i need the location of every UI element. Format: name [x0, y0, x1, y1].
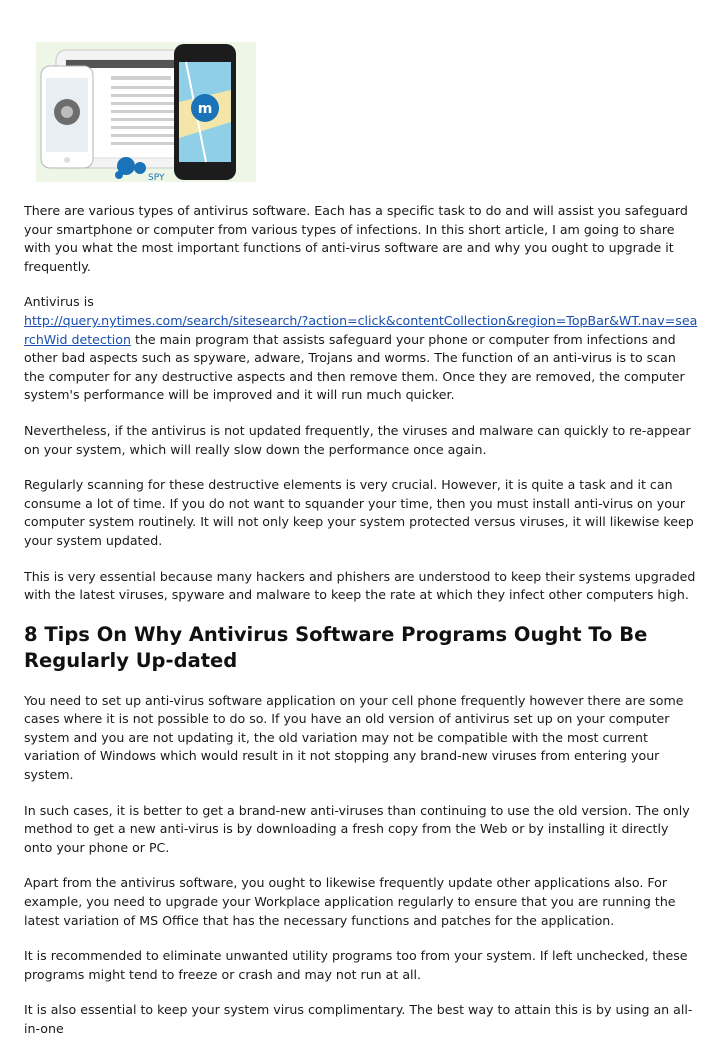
paragraph-brand-new: In such cases, it is better to get a brand-new anti-viruses than continuing to use the old version. The only method to get a new anti-virus is by downloading a fresh copy from the Web or by installing it directly onto your phone or PC.: [24, 802, 690, 855]
intro-paragraph: There are various types of antivirus software. Each has a specific task to do and will assist you safeguard your smartphone or computer from various types of infections. In this short article, I am going to share with you what the most important functions of anti-virus software are and why you ought to upgrade it frequently.: [24, 203, 688, 274]
paragraph-utility: It is recommended to eliminate unwanted utility programs too from your system. If left unchecked, these programs might tend to freeze or crash and may not run at all.: [24, 948, 688, 982]
svg-text:m: m: [197, 101, 213, 117]
paragraph-other-apps: Apart from the antivirus software, you ought to likewise frequently update other applications also. For example, you need to upgrade your Workplace application regularly to ensure that you are running the latest variation of MS Office that has the necessary functions and patches for the application.: [24, 875, 676, 928]
paragraph-update: Nevertheless, if the antivirus is not updated frequently, the viruses and malware can quickly to re-appear on your system, which will really slow down the performance once again.: [24, 422, 691, 457]
paragraph-scanning: Regularly scanning for these destructive elements is very crucial. However, it is quite a task and it can consume a lot of time. If you do not want to squander your time, then you must install anti-virus on your computer system routinely. It will not only keep your system protected versus viruses, it will likewise keep your system updated.: [24, 477, 694, 548]
paragraph-cellphone: You need to set up anti-virus software application on your cell phone frequently however there are some cases where it is not possible to do so. If you have an old version of antivirus set up on your computer system and you are not updating it, the old variation may not be compatible with the most current variation of Windows which would result in it not stopping any brand-new viruses from entering your system.: [24, 692, 684, 783]
antivirus-lead: Antivirus is: [24, 294, 94, 310]
nytimes-search-link[interactable]: http://query.nytimes.com/search/sitesearch/?action=click&contentCollection&region=TopBar&WT.nav=searchWid detection: [24, 312, 698, 347]
antivirus-paragraph: [24, 293, 700, 405]
article-body: [24, 202, 700, 1056]
paragraph-virus-free: It is also essential to keep your system virus complimentary. The best way to attain this is by using an all-in-one: [24, 1002, 693, 1036]
hero-image: [36, 42, 256, 182]
paragraph-hackers: This is very essential because many hackers and phishers are understood to keep their systems upgraded with the latest viruses, spyware and malware to keep the rate at which they infect other computers high.: [24, 568, 696, 603]
hero-logo-text: SPY: [148, 173, 165, 182]
antivirus-rest: the main program that assists safeguard your phone or computer from infections and other bad aspects such as spyware, adware, Trojans and worms. The function of an anti-virus is to scan the computer for any destructive aspects and then remove them. Once they are removed, the computer system's performance will be improved and it will run much quicker.: [24, 331, 685, 403]
section-heading: 8 Tips On Why Antivirus Software Programs Ought To Be Regularly Up-dated: [24, 622, 648, 672]
